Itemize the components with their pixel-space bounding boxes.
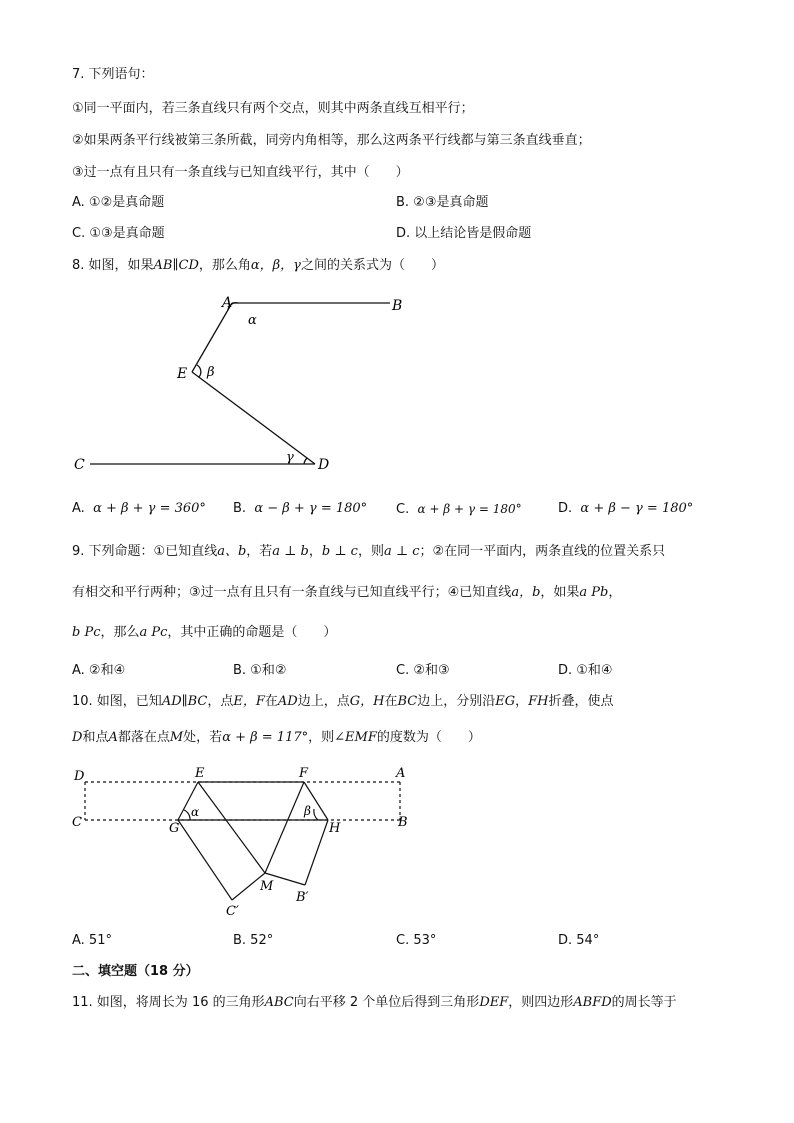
section-title: 二、填空题（18 分） xyxy=(72,964,199,979)
label-M: M xyxy=(260,879,274,894)
q10-line-1: 10. 如图，已知AD∥BC，点E，F在AD边上，点G，H在BC边上，分别沿EG，FH折叠，使点 xyxy=(72,694,614,709)
q7-stem: 7. 下列语句： xyxy=(72,67,154,82)
line-ed xyxy=(192,372,315,464)
label-alpha: α xyxy=(248,313,257,328)
q7-statement-2: ②如果两条平行线被第三条所截，同旁内角相等，那么这两条平行线都与第三条直线垂直； xyxy=(72,133,591,148)
arc-gamma xyxy=(304,458,307,464)
q8-figure xyxy=(60,288,420,478)
q8-option-c: C. α + β + γ = 180° xyxy=(396,502,522,517)
q10-figure xyxy=(60,760,420,925)
q10-option-a: A. 51° xyxy=(72,933,112,948)
line-em xyxy=(198,782,265,873)
label-C: C xyxy=(72,815,82,830)
label-B-prime: B′ xyxy=(296,890,309,905)
line-gc xyxy=(178,820,232,900)
q7-option-c: C. ①③是真命题 xyxy=(72,226,165,241)
label-H: H xyxy=(329,821,341,836)
line-fm xyxy=(265,782,304,873)
q10-line-2: D和点A都落在点M处，若α + β = 117°，则∠EMF的度数为（ ） xyxy=(72,730,481,745)
line-hb xyxy=(305,820,328,885)
label-gamma: γ xyxy=(286,450,294,465)
label-E: E xyxy=(177,366,188,382)
label-C-prime: C′ xyxy=(226,904,239,919)
q10-option-d: D. 54° xyxy=(558,933,600,948)
label-D: D xyxy=(318,457,330,473)
q7-option-b: B. ②③是真命题 xyxy=(396,195,489,210)
label-alpha: α xyxy=(191,805,200,819)
q11-stem: 11. 如图，将周长为 16 的三角形ABC向右平移 2 个单位后得到三角形DEF，则四边形ABFD的周长等于 xyxy=(72,995,677,1010)
arc-beta xyxy=(314,809,318,820)
q7-option-d: D. 以上结论皆是假命题 xyxy=(396,226,532,241)
label-D: D xyxy=(74,769,85,784)
label-F: F xyxy=(299,766,309,781)
q7-statement-3: ③过一点有且只有一条直线与已知直线平行，其中（ ） xyxy=(72,165,409,180)
label-C: C xyxy=(74,457,85,473)
arc-alpha xyxy=(184,810,190,820)
q9-option-b: B. ①和② xyxy=(233,663,287,678)
q9-line-2: 有相交和平行两种；③过一点有且只有一条直线与已知直线平行；④已知直线a，b，如果a Pb， xyxy=(72,585,622,600)
q9-option-a: A. ②和④ xyxy=(72,663,126,678)
q9-option-d: D. ①和④ xyxy=(558,663,613,678)
label-A: A xyxy=(222,295,233,311)
q8-option-b: B. α − β + γ = 180° xyxy=(233,501,368,516)
label-beta: β xyxy=(304,804,311,818)
q9-option-c: C. ②和③ xyxy=(396,663,450,678)
label-A: A xyxy=(396,766,406,781)
q7-statement-1: ①同一平面内，若三条直线只有两个交点，则其中两条直线互相平行； xyxy=(72,101,474,116)
label-B: B xyxy=(398,815,408,830)
q9-line-1: 9. 下列命题：①已知直线a、b，若a ⊥ b，b ⊥ c，则a ⊥ c；②在同一平面内，两条直线的位置关系只 xyxy=(72,544,666,559)
line-ae xyxy=(192,303,232,372)
q8-stem: 8. 如图，如果AB∥CD，那么角α，β，γ之间的关系式为（ ） xyxy=(72,258,444,273)
arc-beta xyxy=(197,365,201,377)
label-E: E xyxy=(195,766,205,781)
q10-option-c: C. 53° xyxy=(396,933,437,948)
label-beta: β xyxy=(207,365,215,380)
q7-option-a: A. ①②是真命题 xyxy=(72,195,165,210)
q8-option-a: A. α + β + γ = 360° xyxy=(72,501,206,516)
q9-line-3: b Pc，那么a Pc，其中正确的命题是（ ） xyxy=(72,625,337,640)
label-G: G xyxy=(169,821,180,836)
label-B: B xyxy=(392,298,403,314)
q8-option-d: D. α + β − γ = 180° xyxy=(558,501,694,516)
q10-option-b: B. 52° xyxy=(233,933,274,948)
